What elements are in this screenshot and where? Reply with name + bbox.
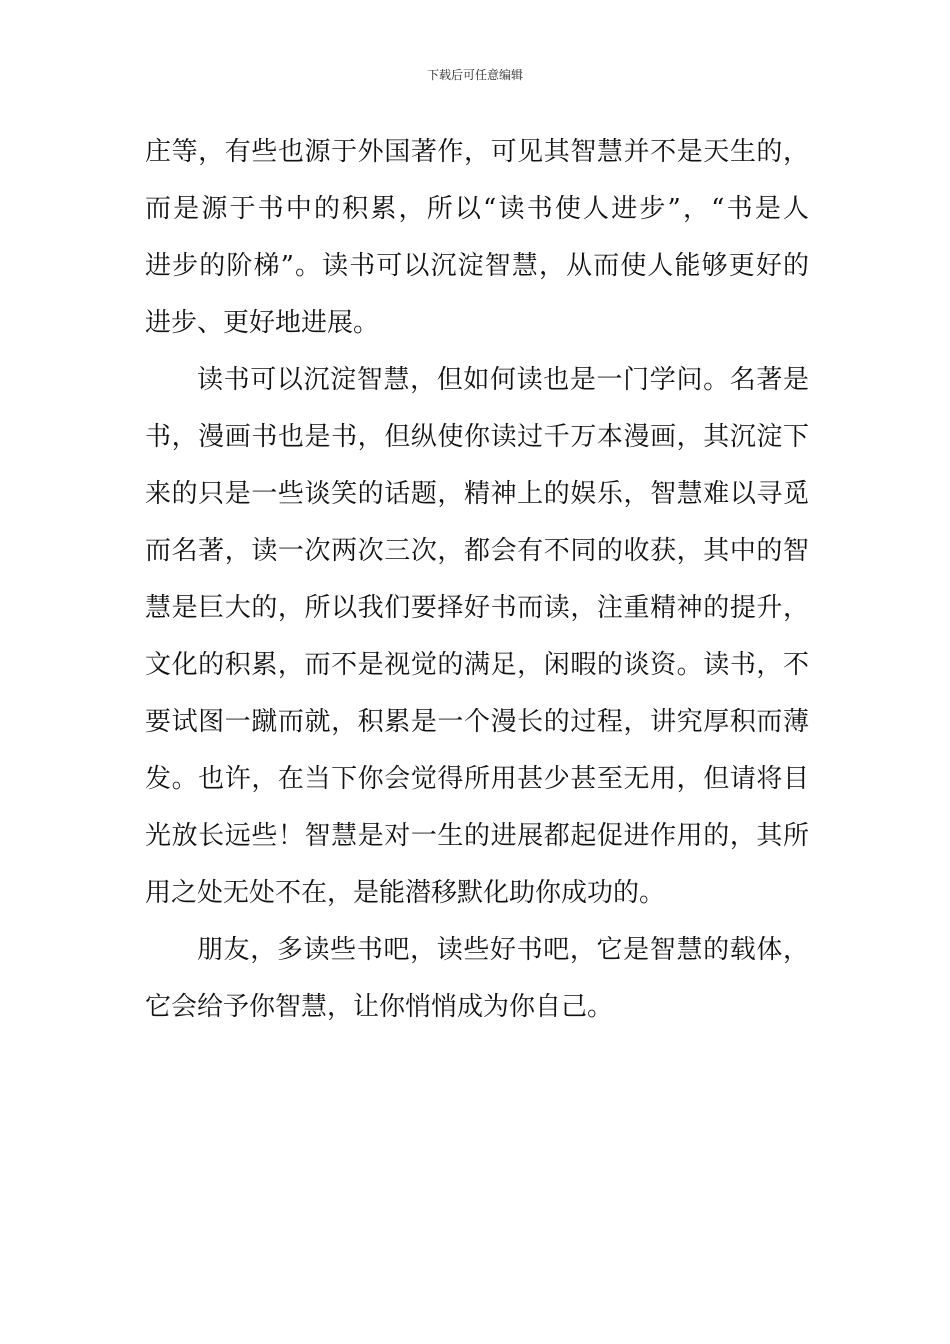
text-line: 文化的积累，而不是视觉的满足，闲暇的谈资。读书，不 xyxy=(145,650,809,680)
page-header-note: 下载后可任意编辑 xyxy=(426,68,523,82)
text-line: 而名著，读一次两次三次，都会有不同的收获，其中的智 xyxy=(145,536,809,566)
text-line: 读书可以沉淀智慧，但如何读也是一门学问。名著是 xyxy=(197,365,809,395)
text-line: 进步的阶梯”。读书可以沉淀智慧，从而使人能够更好的 xyxy=(145,251,809,281)
text-line: 进步、更好地进展。 xyxy=(145,308,380,338)
text-line: 书，漫画书也是书，但纵使你读过千万本漫画，其沉淀下 xyxy=(145,422,809,452)
text-line: 而是源于书中的积累，所以“读书使人进步”，“书是人 xyxy=(145,194,809,224)
text-line: 朋友，多读些书吧，读些好书吧，它是智慧的载体， xyxy=(197,935,809,965)
text-line: 来的只是一些谈笑的话题，精神上的娱乐，智慧难以寻觅 xyxy=(145,479,809,509)
text-line: 光放长远些！智慧是对一生的进展都起促进作用的，其所 xyxy=(145,821,809,851)
text-line: 慧是巨大的，所以我们要择好书而读，注重精神的提升， xyxy=(145,593,809,623)
text-line: 发。也许，在当下你会觉得所用甚少甚至无用，但请将目 xyxy=(145,764,809,794)
text-line: 它会给予你智慧，让你悄悄成为你自己。 xyxy=(145,992,614,1022)
text-line: 要试图一蹴而就，积累是一个漫长的过程，讲究厚积而薄 xyxy=(145,707,809,737)
text-line: 用之处无处不在，是能潜移默化助你成功的。 xyxy=(145,878,666,908)
text-line: 庄等，有些也源于外国著作，可见其智慧并不是天生的， xyxy=(145,137,809,167)
